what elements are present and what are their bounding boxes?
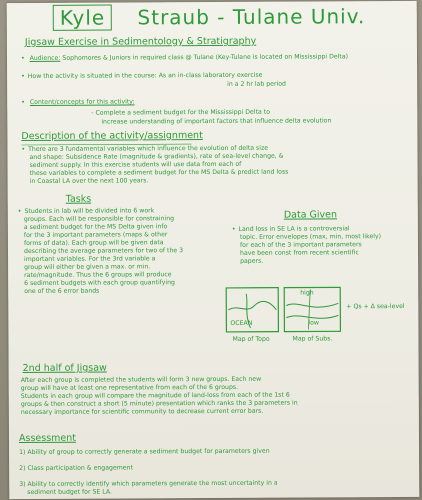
data-heading: Data Given — [283, 209, 338, 221]
second-half-heading: 2nd half of Jigsaw — [22, 362, 107, 374]
map-label-ocean: OCEAN — [230, 319, 253, 327]
subs-contour-2 — [286, 315, 338, 318]
half-line-0: After each group is completed the students will form 3 new groups. Each new — [20, 375, 262, 385]
topo-contour — [228, 301, 276, 310]
content-line-1: - Complete a sediment budget for the Mississippi Delta to — [91, 108, 271, 117]
tasks-line-1: groups. Each will be responsible for constraining — [23, 215, 175, 223]
tasks-line-10: one of the 6 error bands — [24, 287, 100, 295]
half-line-4: necessary importance for scientific community to decrease current error bars. — [20, 407, 264, 417]
situated-line: • How the activity is situated in the course: As an in-class laboratory exercise — [21, 72, 262, 81]
subtitle: Jigsaw Exercise in Sedimentology & Stratigraphy — [24, 35, 257, 48]
poster-sheet — [7, 1, 420, 499]
tasks-line-7: group will either be given a max. or min. — [24, 263, 151, 271]
data-line-4: papers. — [240, 257, 264, 265]
map-label-low: low — [308, 319, 319, 327]
assessment-item-2: 2) Class participation & engagement — [19, 464, 133, 473]
budget-formula: + Qs + Δ sea-level — [346, 302, 405, 311]
map-caption-topo: Map of Topo — [232, 335, 270, 343]
assessment-heading: Assessment — [18, 432, 77, 445]
poster-title — [53, 3, 366, 31]
desc-line-0: • There are 3 fundamental variables which influence the evolution of delta size — [21, 145, 268, 154]
desc-line-4: in Coastal LA over the next 100 years. — [29, 177, 149, 185]
tasks-heading: Tasks — [65, 193, 92, 205]
half-line-1: group will have at least one representative from each of the 6 groups. — [20, 383, 239, 393]
situated-line-2: in a 2 hr lab period — [227, 80, 286, 88]
tasks-line-6: important variables. For the 3rd variable a — [24, 255, 156, 263]
data-line-3: have been const from recent scientific — [239, 249, 359, 257]
assessment-item-3: 3) Ability to correctly identify which parameters generate the most uncertainty in a — [19, 479, 278, 489]
audience-line: • Audience: Sophomores & Juniors in required class @ Tulane (Key-Tulane is located on Mississippi Delta) — [21, 53, 348, 62]
assessment-item-3-cont: sediment budget for SE LA. — [27, 488, 112, 496]
subs-contour-1 — [286, 303, 338, 307]
map-caption-subs: Map of Subs. — [292, 335, 333, 343]
tasks-line-5: describing the average parameters for two of the 3 — [23, 247, 184, 255]
desc-line-2: sediment supply. In this exercise students will use data from each of — [29, 160, 242, 169]
map-label-high: high — [300, 289, 314, 297]
description-heading: Description of the activity/assignment — [21, 130, 203, 143]
title-affiliation: Straub - Tulane Univ. — [137, 4, 366, 30]
tasks-line-0: • Students in lab will be divided into 6 work — [18, 207, 155, 215]
content-label: • Content/concepts for this activity: — [21, 98, 134, 106]
content-line-2: increase understanding of important factors that influence delta evolution — [101, 117, 332, 126]
half-line-2: Students in each group will compare the magnitude of land-loss from each of the 1st 6 — [20, 391, 290, 401]
tasks-line-2: a sediment budget for the MS Delta given info — [23, 223, 168, 231]
tasks-line-4: forms of data). Each group will be given data — [23, 239, 164, 247]
data-line-1: topic. Error envelopes (max, min, most likely) — [239, 233, 382, 241]
tasks-line-3: for the 3 important parameters (maps & other — [23, 231, 168, 239]
half-line-3: groups & then construct a short (5 minute) presentation which ranks the 3 parameters in — [20, 399, 298, 409]
data-line-0: • Land loss in SE LA is a controversial — [232, 225, 350, 233]
title-name-box: Kyle — [53, 5, 112, 31]
desc-line-3: these variables to complete a sediment budget for the MS Delta & predict land loss — [29, 168, 289, 177]
desc-line-1: and shape: Subsidence Rate (magnitude & gradients), rate of sea-level change, & — [29, 152, 284, 161]
assessment-item-1: 1) Ability of group to correctly generate a sediment budget for parameters given — [19, 447, 270, 457]
data-line-2: for each of the 3 important parameters — [239, 241, 362, 249]
tasks-line-8: rate/magnitude. Thus the 6 groups will produce — [24, 271, 172, 279]
tasks-line-9: 6 sediment budgets with each group quantifying — [24, 279, 175, 287]
